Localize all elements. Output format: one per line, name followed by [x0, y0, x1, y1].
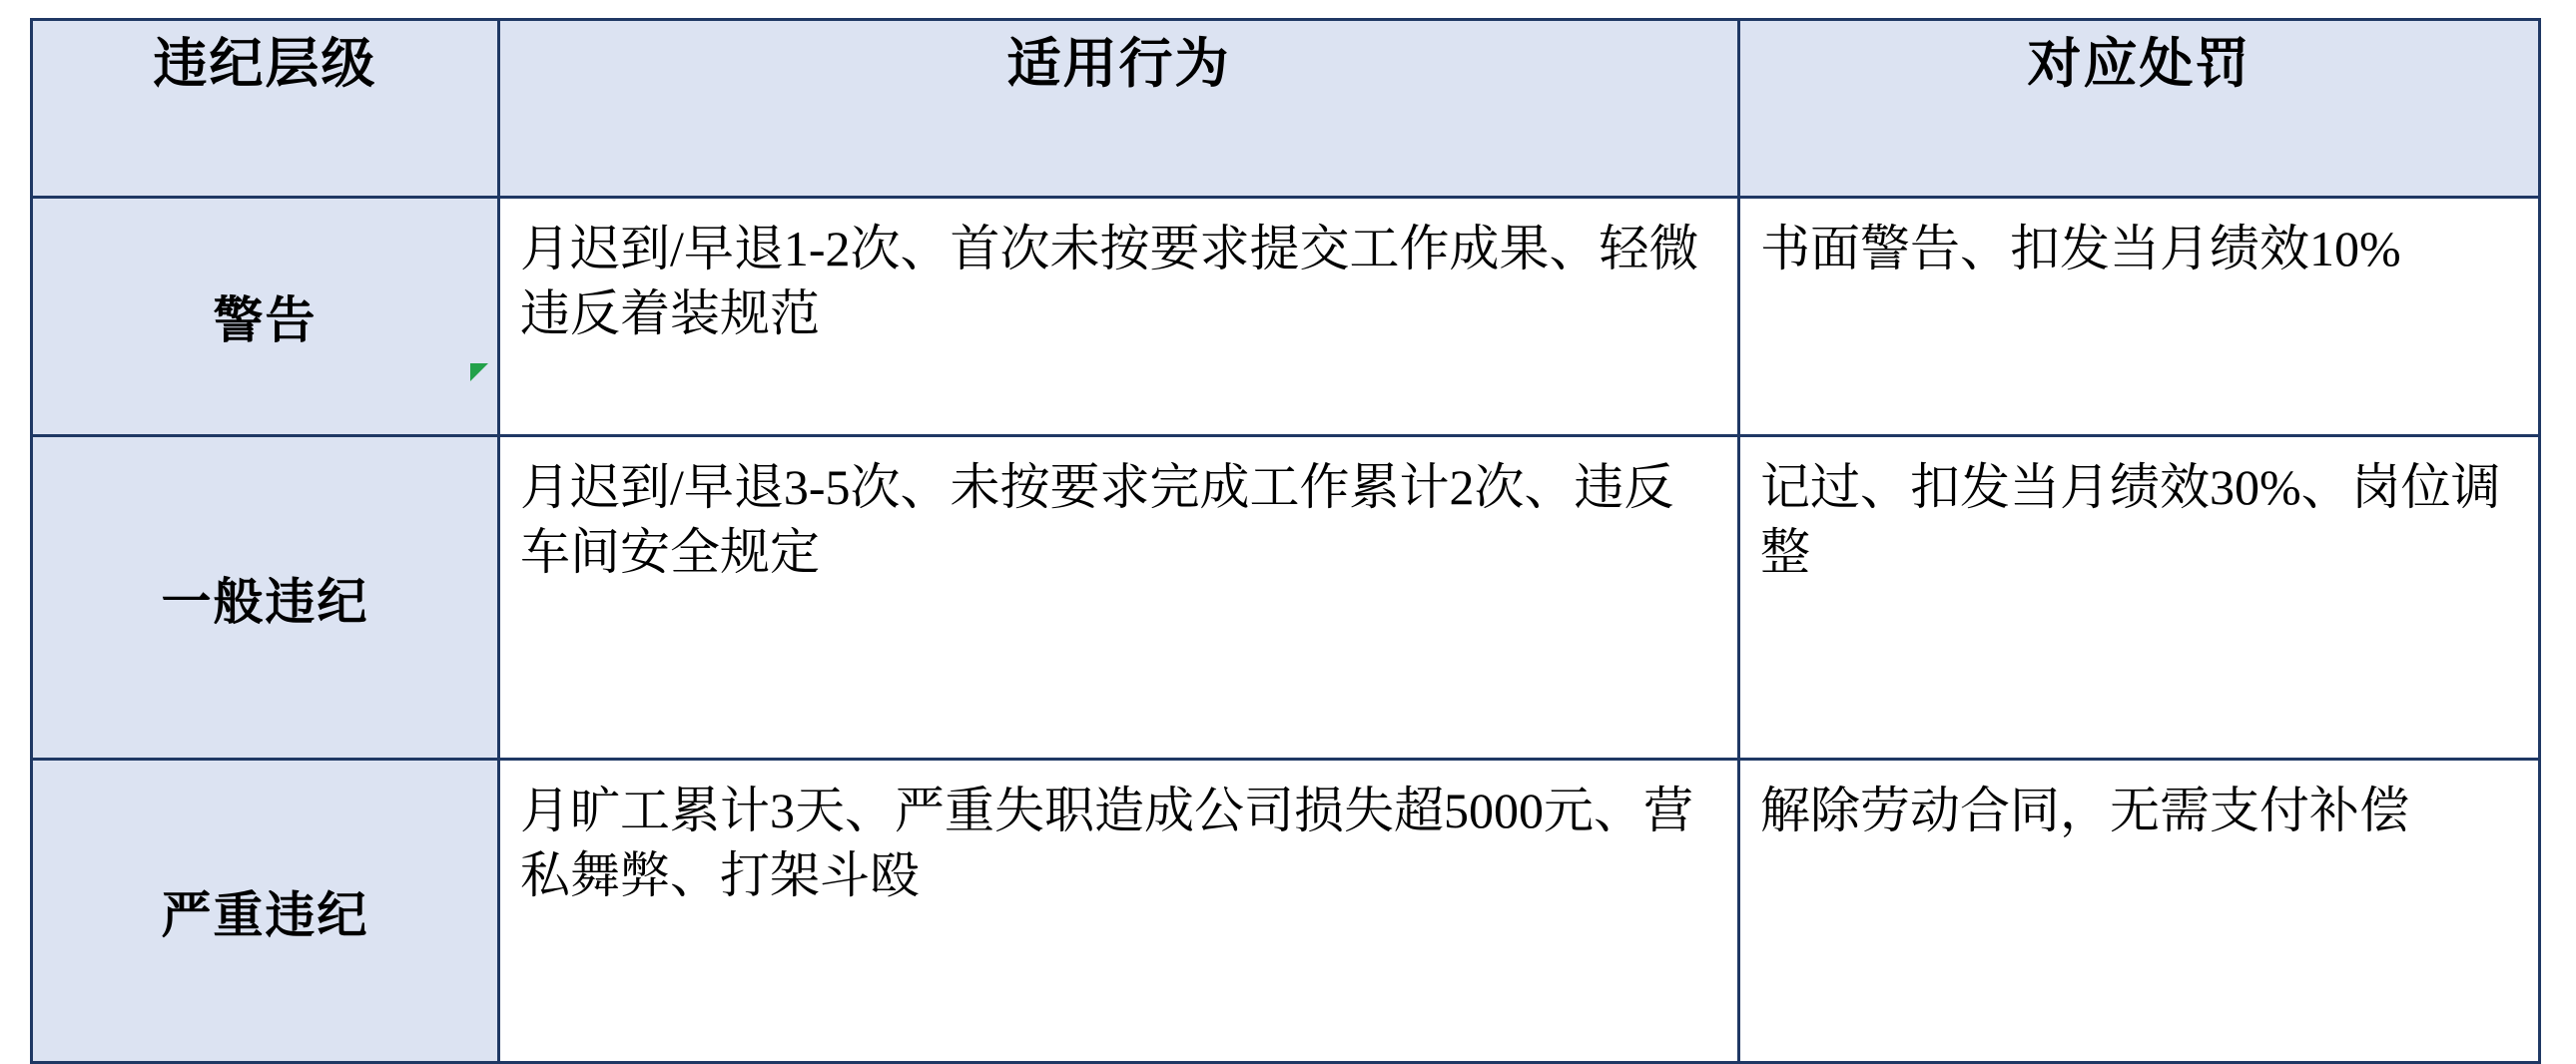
green-corner-marker-icon	[470, 363, 488, 381]
table-body	[32, 198, 2540, 1063]
column-header-behavior: 适用行为	[499, 20, 1739, 198]
cell-level-general: 一般违纪	[32, 436, 499, 760]
discipline-table	[30, 18, 2541, 1064]
column-header-level: 违纪层级	[32, 20, 499, 198]
cell-penalty-severe-text: 解除劳动合同，无需支付补偿	[1760, 783, 2409, 838]
cell-behavior-general-text: 月迟到/早退3-5次、未按要求完成工作累计2次、违反车间安全规定	[520, 459, 1674, 580]
cell-penalty-warning-text: 书面警告、扣发当月绩效10%	[1760, 221, 2401, 276]
table-row	[32, 760, 2540, 1063]
table-header-row	[32, 20, 2540, 198]
table-row	[32, 436, 2540, 760]
cell-penalty-warning	[1739, 198, 2540, 436]
table-row	[32, 198, 2540, 436]
cell-penalty-general	[1739, 436, 2540, 760]
cell-level-severe: 严重违纪	[32, 760, 499, 1063]
cell-behavior-general	[499, 436, 1739, 760]
discipline-table-container	[30, 18, 2538, 1064]
cell-level-warning: 警告	[32, 198, 499, 436]
cell-behavior-severe-text: 月旷工累计3天、严重失职造成公司损失超5000元、营私舞弊、打架斗殴	[520, 783, 1693, 903]
column-header-penalty: 对应处罚	[1739, 20, 2540, 198]
table-header	[32, 20, 2540, 198]
cell-penalty-general-text: 记过、扣发当月绩效30%、岗位调整	[1760, 459, 2501, 580]
cell-behavior-severe	[499, 760, 1739, 1063]
cell-penalty-severe	[1739, 760, 2540, 1063]
cell-behavior-warning	[499, 198, 1739, 436]
cell-behavior-warning-text: 月迟到/早退1-2次、首次未按要求提交工作成果、轻微违反着装规范	[520, 221, 1699, 341]
